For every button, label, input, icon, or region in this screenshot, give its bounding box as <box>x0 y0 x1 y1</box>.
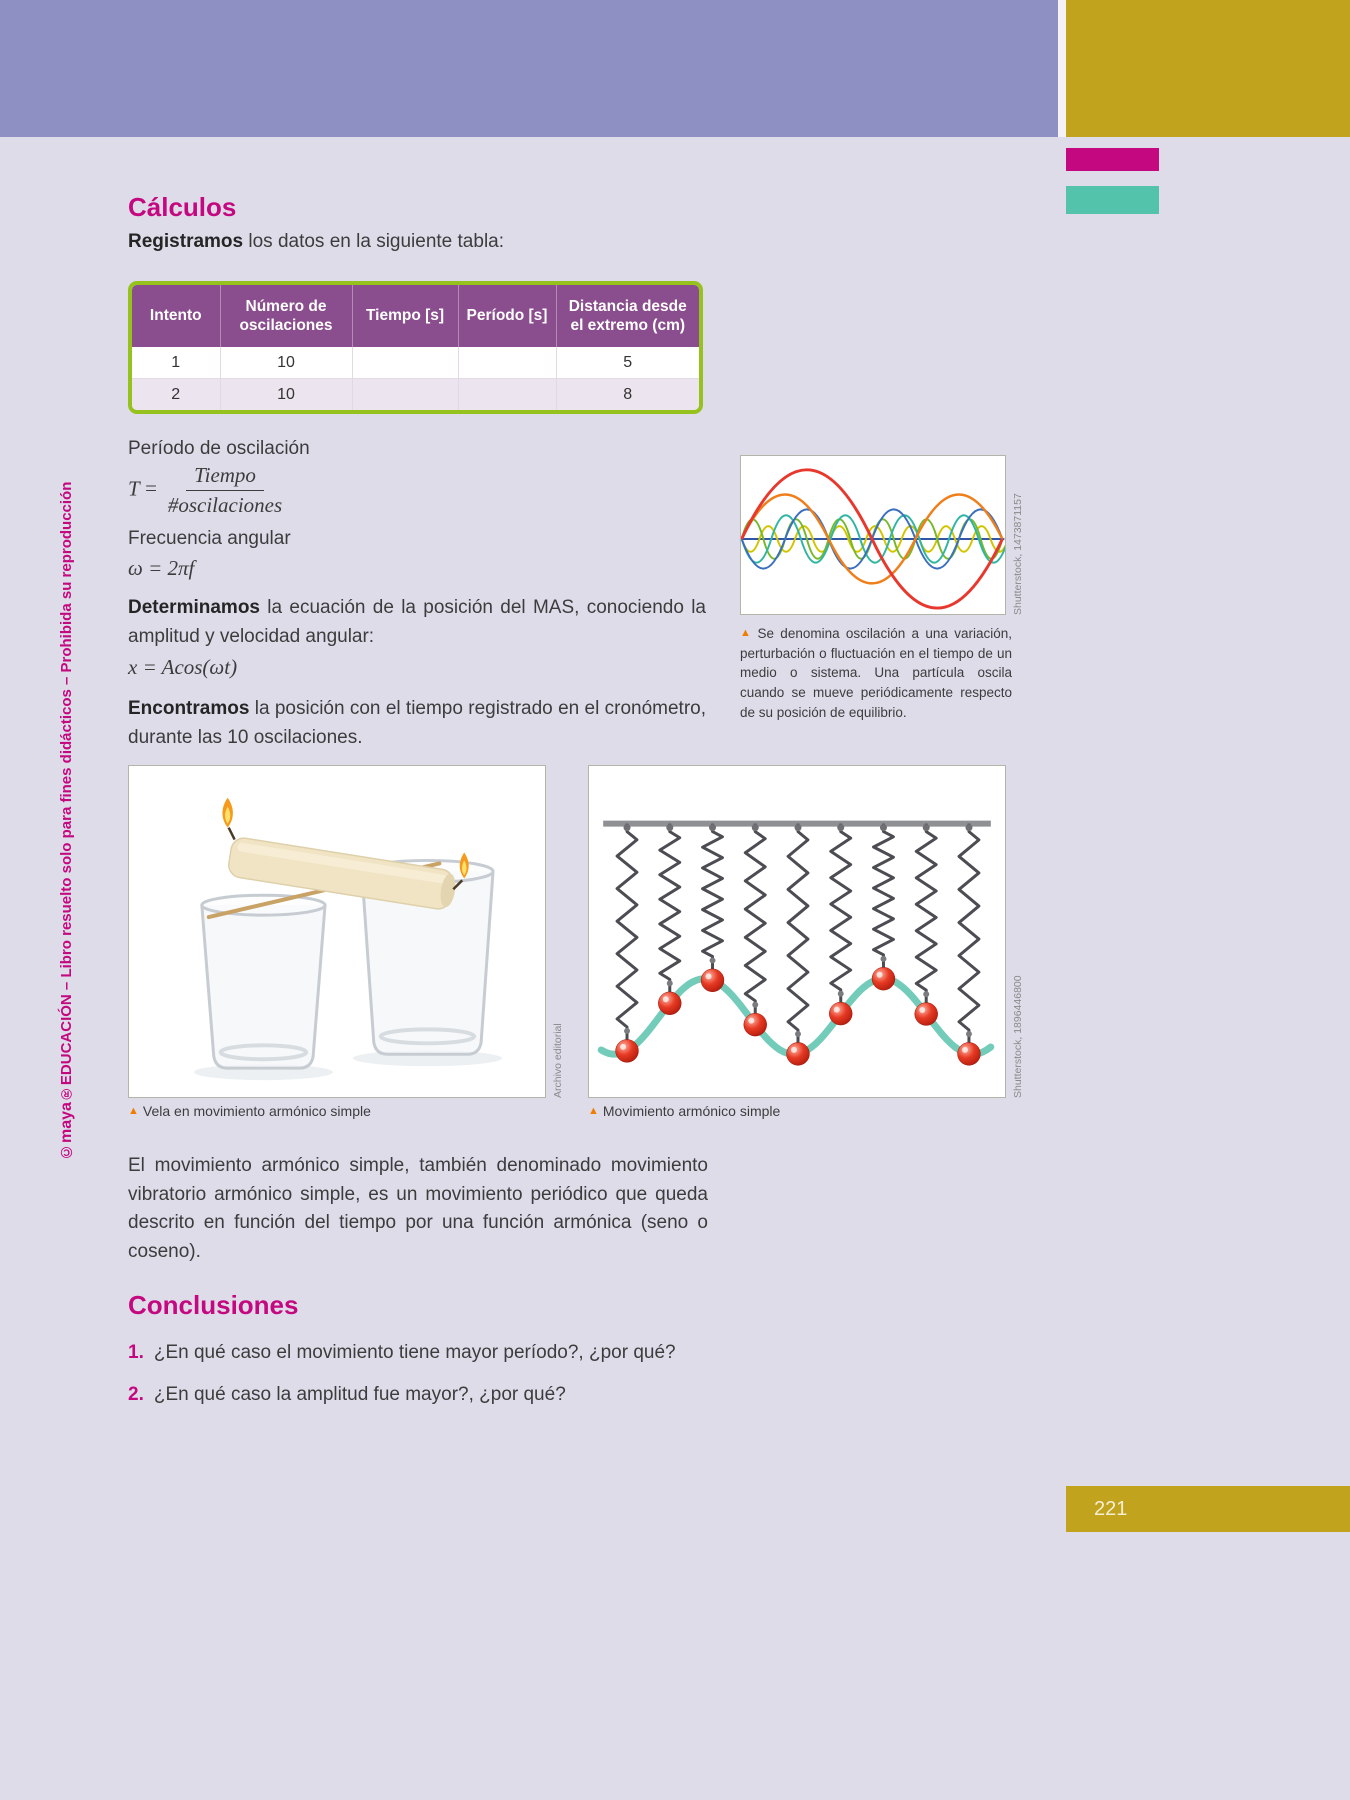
banner-divider <box>1058 0 1066 137</box>
table-cell <box>458 347 556 379</box>
table-cell: 5 <box>556 347 699 379</box>
table-cell: 10 <box>220 379 352 411</box>
springs-figure-credit: Shutterstock, 1896446800 <box>1012 975 1024 1098</box>
page-number: 221 <box>1094 1498 1128 1520</box>
conclusiones-heading: Conclusiones <box>128 1290 299 1320</box>
conclusion-item: 2. ¿En qué caso la amplitud fue mayor?, ¿por qué? <box>128 1384 566 1405</box>
sidebar-copyright: ©maya®EDUCACIÓN – Libro resuelto solo para fines didácticos – Prohibida su reproducción <box>58 481 75 1160</box>
formula-angular: ω = 2πf <box>128 556 195 580</box>
publisher-logo: ©maya <box>58 1102 75 1160</box>
springs-figure <box>588 765 1006 1098</box>
accent-teal-bar <box>1066 186 1159 214</box>
candle-figure <box>128 765 546 1098</box>
springs-figure-caption: ▲ Movimiento armónico simple <box>588 1103 781 1119</box>
top-banner <box>0 0 1058 137</box>
table-header-cell: Tiempo [s] <box>352 285 458 347</box>
table-cell: 8 <box>556 379 699 411</box>
table-cell: 2 <box>132 379 220 411</box>
mas-definition-paragraph: El movimiento armónico simple, también denominado movimiento vibratorio armónico simple, es un movimiento periódico que queda descrito en función del tiempo por una función armónica (seno o coseno). <box>128 1155 708 1262</box>
data-table <box>128 281 703 414</box>
caption-marker-icon: ▲ <box>128 1105 139 1117</box>
oscillation-figure-caption: ▲ Se denomina oscilación a una variación, perturbación o fluctuación en el tiempo de un medio o sistema. Una partícula oscila cuando se mueve periódicamente respecto de su posición de equilibrio. <box>740 626 1012 720</box>
caption-marker-icon: ▲ <box>588 1105 599 1117</box>
glass-left <box>202 895 325 1068</box>
top-gold-block <box>1066 0 1350 137</box>
accent-magenta-bar <box>1066 148 1159 171</box>
oscillation-waves-illustration <box>741 456 1005 614</box>
table-header-cell: Intento <box>132 285 220 347</box>
angular-label: Frecuencia angular <box>128 528 291 549</box>
table-cell: 10 <box>220 347 352 379</box>
table-cell: 1 <box>171 353 181 371</box>
oscillation-figure-credit: Shutterstock, 1473871157 <box>1012 493 1024 615</box>
candle-figure-caption: ▲ Vela en movimiento armónico simple <box>128 1103 371 1119</box>
table-header-cell: Período [s] <box>458 285 556 347</box>
formula-period: T = $\frac{\text{Tiempo}}{\text{\#oscilaciones}}$ <box>128 463 283 517</box>
caption-marker-icon: ▲ <box>740 627 754 639</box>
candle-illustration <box>129 766 545 1097</box>
period-label: Período de oscilación <box>128 438 310 459</box>
intro-text: Registramos los datos en la siguiente tabla: <box>128 231 505 252</box>
table-cell <box>352 347 458 379</box>
formula-position: x = Acos(ωt) <box>128 655 238 679</box>
calculos-heading: Cálculos <box>128 192 237 222</box>
determinamos-paragraph: Determinamos la ecuación de la posición del MAS, conociendo la amplitud y velocidad angular: <box>128 597 706 647</box>
table-header-row <box>132 285 699 347</box>
table-header-cell: Número de oscilaciones <box>220 285 352 347</box>
table-cell <box>352 379 458 411</box>
encontramos-paragraph: Encontramos la posición con el tiempo registrado en el cronómetro, durante las 10 oscilaciones. <box>128 698 706 748</box>
page-number-box <box>1066 1486 1350 1532</box>
table-row <box>132 379 699 411</box>
table-header-cell: Distancia desde el extremo (cm) <box>556 285 699 347</box>
copyright-text: – Libro resuelto solo para fines didácticos – Prohibida su reproducción <box>58 481 75 995</box>
springs-illustration <box>589 766 1005 1097</box>
table-row <box>132 347 699 379</box>
conclusion-item: 1. ¿En qué caso el movimiento tiene mayor período?, ¿por qué? <box>128 1342 676 1363</box>
table-cell <box>458 379 556 411</box>
candle-figure-credit: Archivo editorial <box>552 1023 564 1098</box>
oscillation-figure <box>740 455 1006 615</box>
